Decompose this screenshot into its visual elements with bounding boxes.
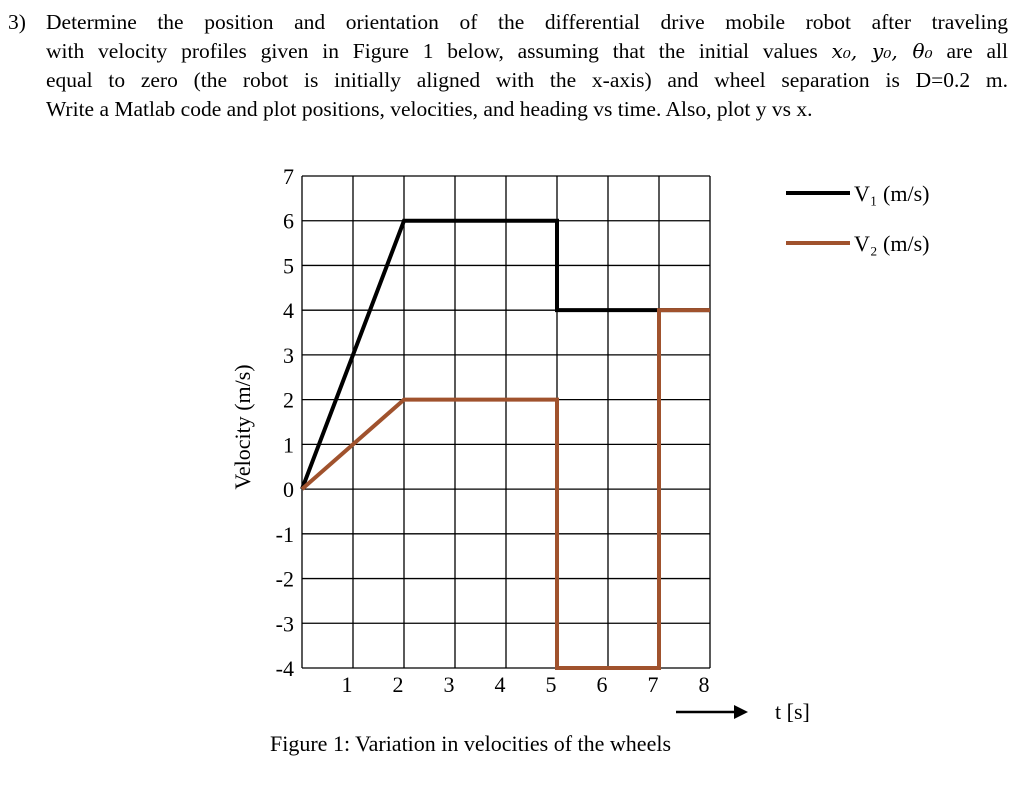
y-tick-label: 1 xyxy=(283,432,294,458)
problem-line-2-pre: with velocity profiles given in Figure 1 below, assuming that the initial values xyxy=(46,39,818,63)
x-tick-label: 8 xyxy=(698,672,710,697)
y-tick-label: 2 xyxy=(283,387,294,413)
problem-number: 3) xyxy=(8,10,26,34)
y-tick-label: 7 xyxy=(283,164,294,189)
y-tick-label: 0 xyxy=(283,477,294,503)
x-tick-label: 2 xyxy=(392,672,404,697)
problem-line-3: equal to zero (the robot is initially aligned with the x-axis) and wheel separation is D=0.2 m. xyxy=(46,68,1008,92)
y-tick-label: -4 xyxy=(275,656,294,681)
x-tick-label: 6 xyxy=(596,672,608,697)
x-tick-label: 1 xyxy=(341,672,353,697)
legend-label-1: V₁ (m/s) xyxy=(854,181,930,206)
time-arrow-head xyxy=(734,705,748,719)
problem-line-1: Determine the position and orientation of the differential drive mobile robot after traveling xyxy=(46,10,1008,34)
legend-label-2: V₂ (m/s) xyxy=(854,231,930,256)
problem-line-4: Write a Matlab code and plot positions, velocities, and heading vs time. Also, plot y vs x. xyxy=(46,97,813,121)
y-tick-label: 3 xyxy=(283,342,294,368)
x-tick-label: 5 xyxy=(545,672,557,697)
initial-values-math: x₀, y₀, θ₀ xyxy=(831,39,933,63)
x-tick-label: 4 xyxy=(494,672,506,697)
y-axis-label: Velocity (m/s) xyxy=(230,364,255,490)
y-tick-label: -2 xyxy=(275,566,294,592)
x-tick-label: 7 xyxy=(647,672,659,697)
figure-caption: Figure 1: Variation in velocities of the wheels xyxy=(270,731,672,756)
y-tick-label: -3 xyxy=(275,611,294,637)
y-tick-label: 4 xyxy=(283,298,294,324)
x-tick-label: 3 xyxy=(443,672,455,697)
x-axis-label: t [s] xyxy=(775,699,810,724)
y-tick-label: 5 xyxy=(283,253,294,279)
y-tick-label: 6 xyxy=(283,208,294,234)
problem-line-2-post: are all xyxy=(946,39,1008,63)
y-tick-label: -1 xyxy=(275,521,294,547)
